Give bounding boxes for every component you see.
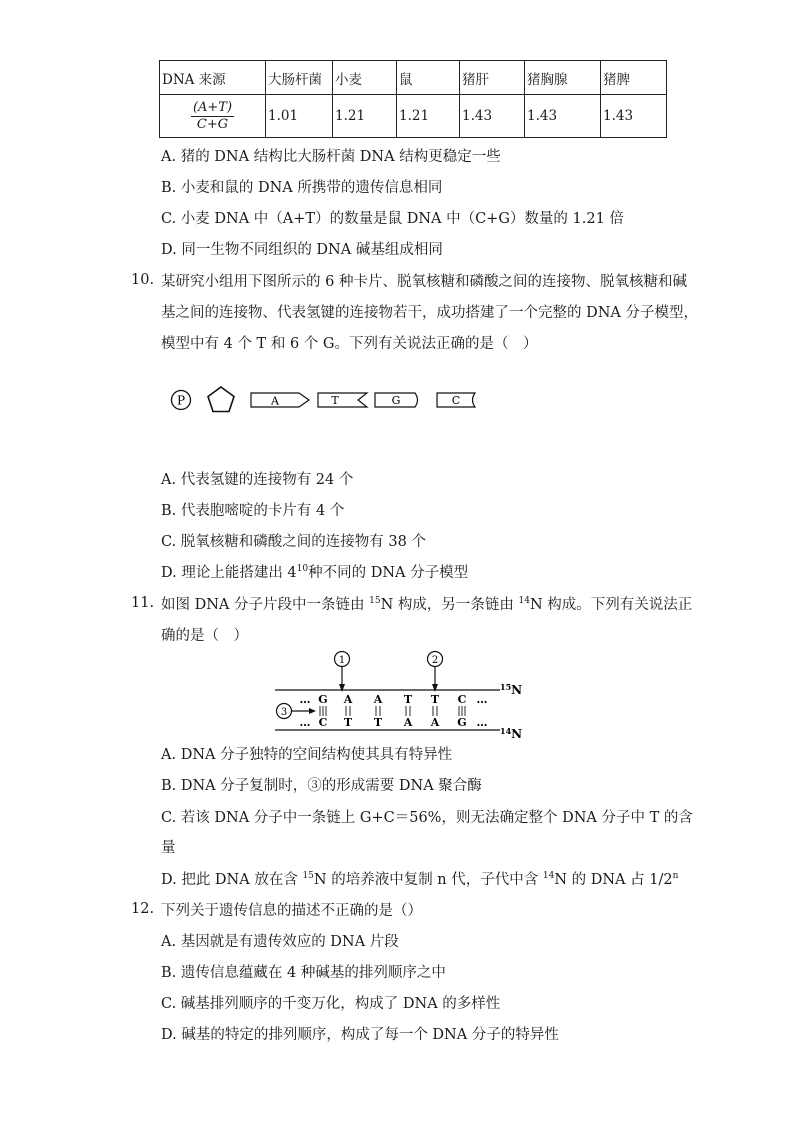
svg-text:C: C [451,394,461,407]
table-cell: 1.43 [525,95,601,138]
question-number: 12. [131,901,155,917]
q10-option-c: C. 脱氧核糖和磷酸之间的连接物有 38 个 [161,534,426,550]
svg-text:A: A [403,716,413,729]
table-header-cell: 猪肝 [460,61,525,95]
svg-text:…: … [476,716,488,729]
svg-text:1: 1 [338,655,346,666]
svg-text:15N: $^{15}$N [500,682,523,697]
ratio-label-cell [160,95,266,138]
svg-text:…: … [299,693,311,706]
svg-text:…: … [476,693,488,706]
svg-text:G: G [391,394,401,407]
ratio-fraction [191,100,234,133]
table-cell: 1.43 [601,95,667,138]
svg-text:T: T [331,394,339,407]
svg-text:G: G [318,693,328,706]
fraction-denominator: C+G [196,116,229,132]
table-cell: 1.01 [266,95,333,138]
q12-option-d: D. 碱基的特定的排列顺序，构成了每一个 DNA 分子的特异性 [161,1027,559,1043]
q9-option-c: C. 小麦 DNA 中（A+T）的数量是鼠 DNA 中（C+G）数量的 1.21 倍 [161,211,624,227]
deoxyribose-pentagon-card [208,387,234,412]
marker-1 [335,652,350,693]
table-cell: 1.21 [333,95,397,138]
q9-option-d: D. 同一生物不同组织的 DNA 碱基组成相同 [161,242,443,258]
q10-option-b: B. 代表胞嘧啶的卡片有 4 个 [161,503,345,519]
svg-text:A: A [343,693,353,706]
q11-option-c: C. 若该 DNA 分子中一条链上 G+C＝56%，则无法确定整个 DNA 分子中 T 的含 [161,810,693,826]
strand-labels [500,682,522,741]
bottom-strand-bases [300,716,488,729]
dna-fragment-diagram [270,648,532,744]
table-cell: 1.43 [460,95,525,138]
q11-option-c-continued: 量 [161,840,176,856]
q12-stem: 下列关于遗传信息的描述不正确的是（） [161,903,422,919]
q12-option-a: A. 基因就是有遗传效应的 DNA 片段 [161,934,399,950]
table-header-cell: 猪脾 [601,61,667,95]
table-header-cell: DNA 来源 [160,61,266,95]
svg-text:A: A [373,693,383,706]
q10-stem-line: 基之间的连接物、代表氢键的连接物若干，成功搭建了一个完整的 DNA 分子模型， [161,305,698,321]
table-row [160,95,667,138]
q9-option-b: B. 小麦和鼠的 DNA 所携带的遗传信息相同 [161,180,443,196]
q10-option-d: D. 理论上能搭建出 $4^{10}$种不同的 DNA 分子模型 [161,564,469,581]
adenine-card [251,393,309,408]
table-header-cell: 大肠杆菌 [266,61,333,95]
svg-text:…: … [299,716,311,729]
marker-2 [428,652,443,693]
svg-text:A: A [430,716,440,729]
svg-text:A: A [271,394,279,408]
top-strand-bases [300,693,488,706]
table-header-cell: 小麦 [333,61,397,95]
svg-text:2: 2 [431,655,439,666]
svg-text:C: C [318,716,328,729]
svg-text:G: G [457,716,467,729]
hydrogen-bonds [320,706,465,716]
table-header-cell: 鼠 [397,61,460,95]
svg-text:T: T [343,716,353,729]
svg-text:T: T [373,716,383,729]
svg-text:14N: $^{14}$N [500,726,523,741]
svg-text:3: 3 [280,707,288,718]
q11-stem-line: 如图 DNA 分子片段中一条链由 $^{15}$N 构成，另一条链由 $^{14}$N 构成。下列有关说法正 [161,596,693,613]
question-number: 11. [131,595,155,611]
svg-text:P: P [176,393,186,408]
q12-option-b: B. 遗传信息蕴藏在 4 种碱基的排列顺序之中 [161,965,446,981]
q11-option-a: A. DNA 分子独特的空间结构使其具有特异性 [161,747,453,763]
table-cell: 1.21 [397,95,460,138]
q11-stem-line: 确的是（ ） [161,628,248,644]
svg-text:C: C [457,693,467,706]
q11-option-b: B. DNA 分子复制时，③的形成需要 DNA 聚合酶 [161,778,482,794]
svg-text:T: T [430,693,440,706]
table-header-cell: 猪胸腺 [525,61,601,95]
guanine-card [375,393,418,407]
dna-ratio-table [159,60,667,138]
cytosine-card [437,393,475,407]
q12-option-c: C. 碱基排列顺序的千变万化，构成了 DNA 的多样性 [161,996,501,1012]
svg-text:T: T [403,693,413,706]
thymine-card [318,393,367,407]
q9-option-a: A. 猪的 DNA 结构比大肠杆菌 DNA 结构更稳定一些 [161,149,501,165]
phosphate-card [172,391,191,410]
dna-card-figure [165,382,485,418]
table-header-row [160,61,667,95]
fraction-numerator: (A+T) [192,99,233,115]
q11-option-d: D. 把此 DNA 放在含 $^{15}$N 的培养液中复制 n 代，子代中含 $^{14}$N 的 DNA 占 1/2$^n$ [161,871,679,888]
q10-stem-line: 模型中有 4 个 T 和 6 个 G。下列有关说法正确的是（ ） [161,336,538,352]
q10-option-a: A. 代表氢键的连接物有 24 个 [161,472,354,488]
q10-stem-line: 某研究小组用下图所示的 6 种卡片、脱氧核糖和磷酸之间的连接物、脱氧核糖和碱 [161,274,687,290]
question-number: 10. [131,272,155,288]
